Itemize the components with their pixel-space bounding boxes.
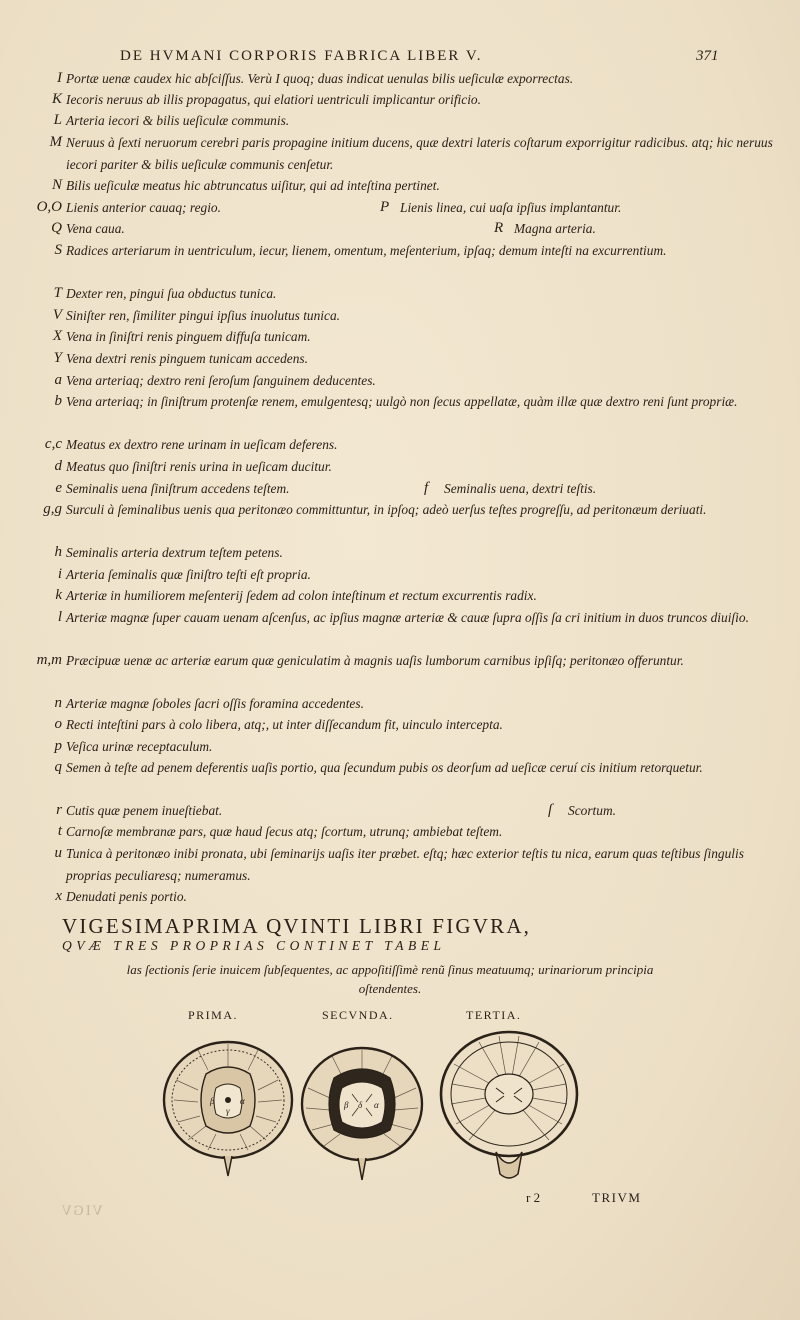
legend-key: b [54, 393, 62, 409]
panel-letter: β [210, 1096, 215, 1106]
legend-entry [0, 391, 800, 413]
legend-entry [0, 693, 800, 715]
legend-text: Neruus à ſexti neruorum cerebri paris propagine initium ducens, quæ dextri lateris coſtarum exporrigitur radicibus. atq; hic neruus iecori pariter & bilis ueſiculæ communis cenſetur. [66, 135, 773, 172]
legend-text: Vena caua. [66, 221, 125, 236]
legend-text-right: Seminalis uena, dextri teſtis. [444, 481, 597, 496]
bleed-through-text: VIGV [60, 1204, 103, 1219]
legend-entry [0, 800, 800, 822]
legend-entry [0, 132, 800, 175]
panel-letter: δ [358, 1100, 363, 1110]
legend-key: p [54, 738, 62, 754]
legend-key: t [57, 823, 62, 839]
legend-text: Vena arteriaq; dextro reni ſeroſum ſanguinem deducentes. [66, 373, 376, 388]
legend-text: Denudati penis portio. [66, 889, 187, 904]
panel-letter: α [374, 1100, 379, 1110]
legend-entry [0, 843, 800, 886]
signature-mark: r 2 [526, 1190, 541, 1205]
legend-text: Arteriæ magnæ ſuper cauam uenam aſcenſus, ac ipſius magnæ arteriæ & cauæ ſupra oſſis ſa cri initium in duos truncos diuiſio. [66, 610, 749, 625]
legend-key: h [54, 544, 62, 560]
panel-letter: α [240, 1096, 245, 1106]
legend-key: r [56, 802, 62, 818]
legend-entry [0, 821, 800, 843]
legend-entry [0, 456, 800, 478]
legend-key: e [55, 480, 62, 496]
legend-entry [0, 68, 800, 90]
legend-key: l [57, 609, 62, 625]
legend-key: n [54, 695, 62, 711]
figure-title: VIGESIMAPRIMA QVINTI LIBRI FIGVRA, [62, 914, 532, 938]
legend-text: Radices arteriarum in uentriculum, iecur, lienem, omentum, meſenterium, ipſaq; demum inteſti na excurrentium. [66, 243, 667, 258]
legend-text: Seminalis uena ſiniſtrum accedens teſtem. [66, 481, 290, 496]
kidney-section-prima [158, 1030, 298, 1180]
folio-number: 371 [696, 48, 719, 64]
legend-text: Recti inteſtini pars à colo libera, atq;, ut inter diſſecandum fit, uinculo intercepta. [66, 717, 503, 732]
legend-text: Veſica urinæ receptaculum. [66, 739, 213, 754]
legend-entry [0, 89, 800, 111]
figure-label-secunda: SECVNDA. [322, 1008, 394, 1022]
legend-key: I [57, 70, 62, 86]
legend-text: Præcipuæ uenæ ac arteriæ earum quæ geniculatim à magnis uaſis lumborum carnibus ipſiſq; peritonæo offeruntur. [66, 653, 684, 668]
legend-key: N [51, 177, 62, 193]
legend-key: M [49, 134, 62, 150]
legend-entry [0, 478, 800, 500]
legend-text: Tunica à peritonæo inibi pronata, ubi ſeminarijs uaſis iter præbet. eſtq; hæc exterior teſtis tu nica, earum quas teſtibus ſingulis proprias peculiaresq; numeramus. [66, 846, 744, 883]
legend-key: m,m [36, 652, 62, 668]
legend-entry [0, 564, 800, 586]
legend-entry [0, 175, 800, 197]
legend-entry [0, 650, 800, 672]
legend-key: Q [51, 220, 62, 236]
legend-text: Arteria iecori & bilis ueſiculæ communis. [66, 113, 290, 128]
legend-entry [0, 326, 800, 348]
legend-text: Siniſter ren, ſimiliter pingui ipſius inuolutus tunica. [66, 308, 341, 323]
kidney-section-secunda [296, 1038, 428, 1186]
legend-key: O,O [36, 199, 62, 215]
panel-letter: β [344, 1100, 349, 1110]
catchword: TRIVM [592, 1190, 642, 1205]
legend-text-right: Magna arteria. [514, 221, 596, 236]
legend-text: Arteriæ magnæ ſoboles ſacri oſſis foramina accedentes. [66, 696, 364, 711]
legend-key: Y [53, 350, 62, 366]
legend-key: q [54, 759, 62, 775]
legend-text: Meatus ex dextro rene urinam in ueſicam deferens. [66, 437, 338, 452]
legend-key-right: ſ [548, 802, 553, 818]
legend-key: L [53, 112, 62, 128]
legend-entry [0, 714, 800, 736]
legend-key-right: R [494, 220, 504, 236]
legend-key-right: P [380, 199, 390, 215]
legend-key: K [51, 91, 62, 107]
legend-entry [0, 110, 800, 132]
legend-key: d [54, 458, 62, 474]
legend-key: o [54, 716, 62, 732]
legend-text: Meatus quo ſiniſtri renis urina in ueſicam ducitur. [66, 459, 332, 474]
legend-entry [0, 542, 800, 564]
legend-key: T [53, 285, 62, 301]
legend-key: c,c [44, 436, 62, 452]
legend-text: Surculi à ſeminalibus uenis qua peritonæo committuntur, in ipſoq; adeò uerſus teſtes progreſſu, ad peritonæum deriuati. [66, 502, 707, 517]
legend-key: x [55, 888, 62, 904]
legend-text-right: Scortum. [568, 803, 616, 818]
legend-entry [0, 736, 800, 758]
legend-entry [0, 499, 800, 521]
legend-entry [0, 434, 800, 456]
figure-description: las ſectionis ſerie inuicem ſubſequentes, ac appoſitiſſimè renũ ſinus meatuumq; urinariorum principia oſtendentes. [126, 962, 654, 996]
legend-text: Bilis ueſiculæ meatus hic abtruncatus uiſitur, qui ad inteſtina pertinet. [66, 178, 440, 193]
kidney-section-tertia [434, 1024, 584, 1184]
legend-entry [0, 240, 800, 262]
legend-entry [0, 218, 800, 240]
legend-text: Lienis anterior cauaq; regio. [66, 200, 221, 215]
legend-entry [0, 305, 800, 327]
legend-entry [0, 585, 800, 607]
legend-entry [0, 197, 800, 219]
legend-text: Arteriæ in humiliorem meſenterij ſedem ad colon inteſtinum et rectum excurrentis radix. [66, 588, 537, 603]
legend-key: a [54, 372, 62, 388]
legend-key: u [54, 845, 62, 861]
legend-key: X [52, 328, 62, 344]
legend-text-right: Lienis linea, cui uaſa ipſius implantantur. [400, 200, 622, 215]
legend-text: Carnoſæ membranæ pars, quæ haud ſecus atq; ſcortum, utrunq; ambiebat teſtem. [66, 824, 503, 839]
legend-text: Vena in ſiniſtri renis pinguem diffuſa tunicam. [66, 329, 311, 344]
figure-label-prima: PRIMA. [188, 1008, 239, 1022]
figure-subtitle: QVÆ TRES PROPRIAS CONTINET TABEL [62, 938, 446, 953]
legend-text: Vena dextri renis pinguem tunicam accedens. [66, 351, 308, 366]
legend-entry [0, 370, 800, 392]
legend-key: S [54, 242, 62, 258]
legend-text: Arteria ſeminalis quæ ſiniſtro teſti eſt propria. [66, 567, 311, 582]
legend-entry [0, 348, 800, 370]
legend-text: Vena arteriaq; in ſiniſtrum protenſæ renem, emulgentesq; uulgò non ſecus appellatæ, quàm illæ quæ dextro reni ſunt propriæ. [66, 394, 738, 409]
legend-entry [0, 607, 800, 629]
legend-key-right: f [424, 480, 429, 496]
figure-label-tertia: TERTIA. [466, 1008, 522, 1022]
legend-text: Dexter ren, pingui ſua obductus tunica. [66, 286, 277, 301]
legend-text: Seminalis arteria dextrum teſtem petens. [66, 545, 283, 560]
legend-text: Portæ uenæ caudex hic abſciſſus. Verù I quoq; duas indicat uenulas bilis ueſiculæ exporrectas. [66, 71, 574, 86]
running-head: DE HVMANI CORPORIS FABRICA LIBER V. [120, 48, 483, 64]
legend-key: k [55, 587, 62, 603]
legend-key: i [57, 566, 62, 582]
panel-letter: γ [226, 1106, 230, 1116]
legend-text: Cutis quæ penem inueſtiebat. [66, 803, 223, 818]
legend-key: g,g [43, 501, 62, 517]
legend-entry [0, 283, 800, 305]
legend-key: V [52, 307, 62, 323]
legend-entry [0, 886, 800, 908]
legend-entry [0, 757, 800, 779]
legend-text: Iecoris neruus ab illis propagatus, qui elatiori uentriculi implicantur orificio. [66, 92, 481, 107]
legend-text: Semen à teſte ad penem deferentis uaſis portio, qua ſecundum pubis os deorſum ad ueſicæ ceruí cis initium retorquetur. [66, 760, 703, 775]
